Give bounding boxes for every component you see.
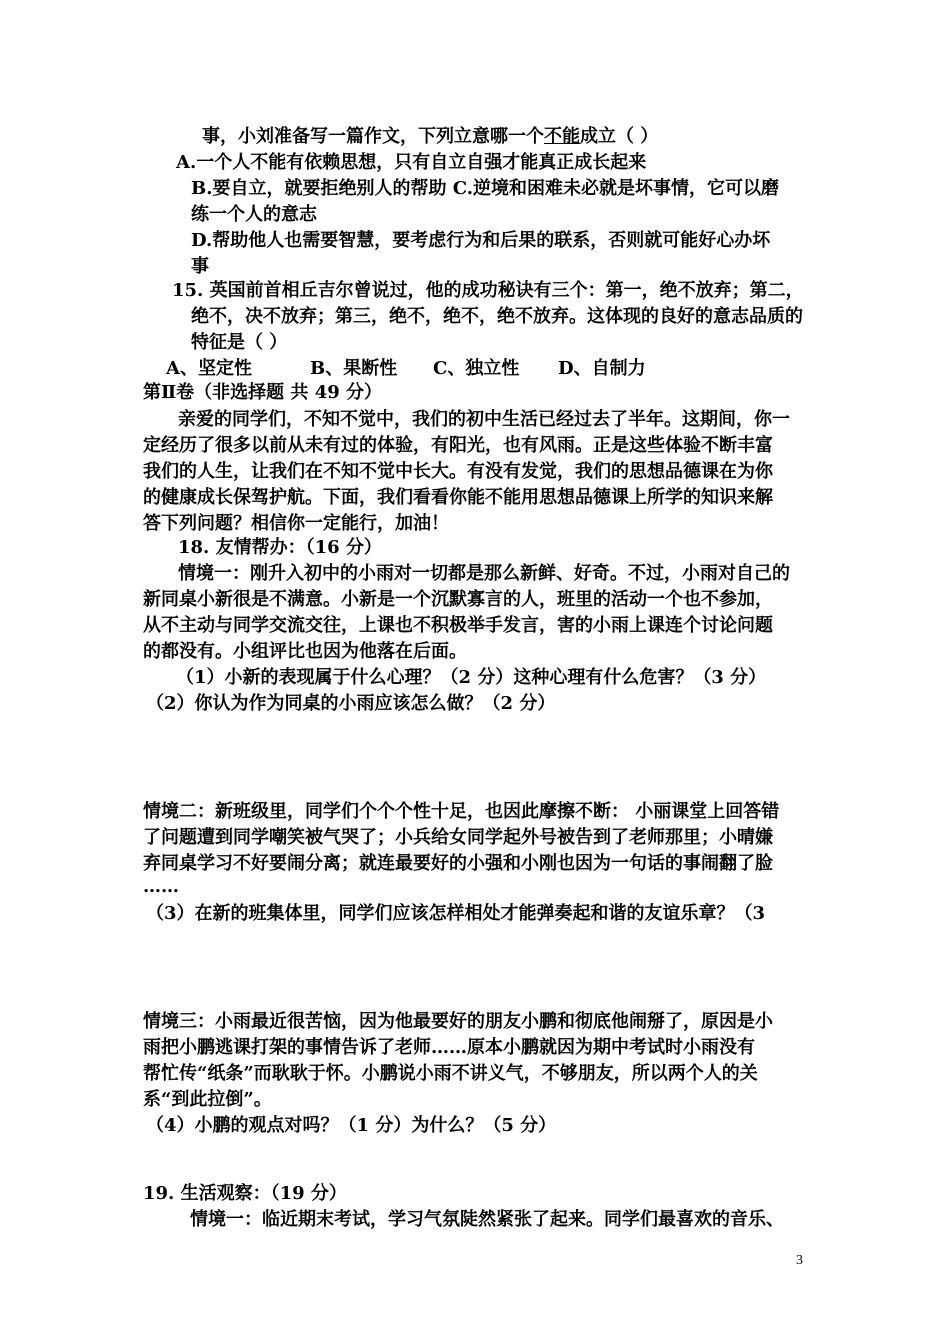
intro-line: 亲爱的同学们，不知不觉中，我们的初中生活已经过去了半年。这期间，你一 — [178, 409, 790, 430]
q14-option-d: D.帮助他人也需要智慧，要考虑行为和后果的联系，否则就可能好心办坏 — [191, 230, 771, 251]
intro-line: 定经历了很多以前从未有过的体验，有阳光，也有风雨。正是这些体验不断丰富 — [143, 435, 773, 456]
intro-line: 我们的人生，让我们在不知不觉中长大。有没有发觉，我们的思想品德课在为你 — [143, 461, 773, 482]
q14-option-bc-cont: 练一个人的意志 — [191, 204, 317, 225]
q15-line2: 绝不，决不放弃；第三，绝不，绝不，绝不放弃。这体现的良好的意志品质的 — [191, 306, 803, 327]
q18-scenario1-line: 新同桌小新很是不满意。小新是一个沉默寡言的人，班里的活动一个也不参加， — [143, 589, 773, 610]
q18-scenario1-line: 情境一：刚升入初中的小雨对一切都是那么新鲜、好奇。不过，小雨对自己的 — [178, 563, 790, 584]
q14-stem-pre: 事，小刘准备写一篇作文，下列立意哪一个 — [202, 126, 544, 147]
q18-scenario3-line: 雨把小鹏逃课打架的事情告诉了老师……原本小鹏就因为期中考试时小雨没有 — [143, 1037, 755, 1058]
q18-sub2: （2）你认为作为同桌的小雨应该怎么做？（2 分） — [146, 693, 556, 714]
q19-title: 19. 生活观察：（19 分） — [143, 1183, 347, 1204]
q18-title: 18. 友情帮办：（16 分） — [178, 537, 382, 558]
q18-scenario2-line: …… — [143, 876, 179, 897]
q18-scenario2-line: 了问题遭到同学嘲笑被气哭了；小兵给女同学起外号被告到了老师那里；小晴嫌 — [143, 827, 773, 848]
q18-sub3: （3）在新的班集体里，同学们应该怎样相处才能弹奏起和谐的友谊乐章？（3 — [146, 903, 766, 924]
q18-scenario1-line: 的都没有。小组评比也因为他落在后面。 — [143, 641, 467, 662]
q14-stem — [202, 125, 658, 149]
page-number: 3 — [796, 1253, 803, 1268]
q19-scenario1: 情境一：临近期末考试，学习气氛陡然紧张了起来。同学们最喜欢的音乐、 — [190, 1209, 784, 1230]
q18-scenario1-line: 从不主动与同学交流交往，上课也不积极举手发言，害的小雨上课连个讨论问题 — [143, 615, 773, 636]
q14-stem-post: 成立（ ） — [580, 126, 659, 147]
q15-option-c: C、独立性 — [433, 358, 520, 379]
q18-scenario2-line: 情境二：新班级里，同学们个个个性十足，也因此摩擦不断： 小丽课堂上回答错 — [143, 801, 780, 822]
part2-title: 第Ⅱ卷（非选择题 共 49 分） — [143, 382, 383, 403]
q15-line3: 特征是（ ） — [191, 332, 288, 353]
intro-line: 的健康成长保驾护航。下面，我们看看你能不能用思想品德课上所学的知识来解 — [143, 487, 773, 508]
q15-option-b: B、果断性 — [310, 358, 398, 379]
q18-scenario3-line: 系“到此拉倒”。 — [143, 1089, 272, 1110]
q14-stem-underlined: 不能 — [544, 126, 580, 147]
q18-scenario3-line: 情境三：小雨最近很苦恼，因为他最要好的朋友小鹏和彻底他闹掰了，原因是小 — [143, 1011, 773, 1032]
q14-option-bc: B.要自立，就要拒绝别人的帮助 C.逆境和困难未必就是坏事情，它可以磨 — [191, 178, 780, 199]
intro-line: 答下列问题？相信你一定能行，加油！ — [143, 513, 449, 534]
q18-sub4: （4）小鹏的观点对吗？（1 分）为什么？（5 分） — [146, 1115, 557, 1136]
q18-scenario3-line: 帮忙传“纸条”而耿耿于怀。小鹏说小雨不讲义气，不够朋友，所以两个人的关 — [143, 1063, 758, 1084]
q15-option-a: A、坚定性 — [166, 358, 252, 379]
q15-option-d: D、自制力 — [558, 358, 646, 379]
q14-option-a: A.一个人不能有依赖思想，只有自立自强才能真正成长起来 — [176, 152, 647, 173]
q18-sub1: （1）小新的表现属于什么心理？（2 分）这种心理有什么危害？（3 分） — [176, 667, 767, 688]
q18-scenario2-line: 弃同桌学习不好要闹分离；就连最要好的小强和小刚也因为一句话的事闹翻了脸 — [143, 853, 773, 874]
q15-line1: 15. 英国前首相丘吉尔曾说过，他的成功秘诀有三个：第一，绝不放弃；第二， — [172, 280, 804, 301]
q14-option-d-cont: 事 — [191, 256, 209, 277]
